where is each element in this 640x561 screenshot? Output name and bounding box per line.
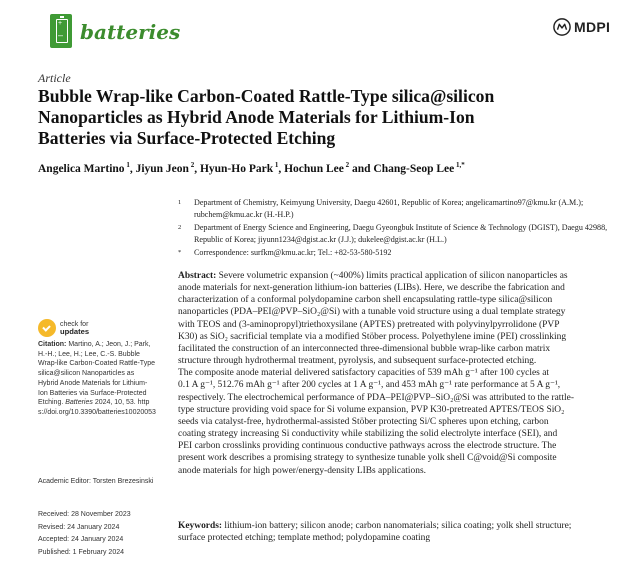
abstract-line: with TEOS and (3-aminopropyl)triethoxysilane (APTES) pretreated with polyvinylpyrrolidone (PVP bbox=[178, 319, 560, 330]
check-updates-bottom: updates bbox=[60, 327, 90, 336]
author-name[interactable]: Jiyun Jeon bbox=[135, 162, 189, 175]
author-name[interactable]: Hochun Lee bbox=[284, 162, 344, 175]
abstract-line: type structure providing void space for Si volume expansion, PVP K30-pretreated APTES/TEOS SiO₂ bbox=[178, 404, 565, 415]
citation-body: Martino, A.; Jeon, J.; Park, H.-H.; Lee, H.; Lee, C.-S. Bubble Wrap-like Carbon-Coated Rattle-Type silica@silicon Nanoparticles as Hybrid Anode Materials for Lithium-Ion Batteries via Surface-Protected Etching. bbox=[38, 341, 155, 407]
keywords-label: Keywords: bbox=[178, 521, 223, 531]
affiliation-number: 2 bbox=[178, 224, 182, 231]
affiliation-number: * bbox=[178, 249, 182, 256]
correspondence bbox=[178, 247, 608, 259]
correspondence-text: Correspondence: surfkm@kmu.ac.kr; Tel.: +82-53-580-5192 bbox=[194, 248, 392, 257]
citation-year-vol: 2024, 10, 53. bbox=[94, 399, 136, 407]
title-line: Bubble Wrap-like Carbon-Coated Rattle-Type silica@silicon bbox=[38, 86, 495, 106]
author-affil-ref: 1 bbox=[126, 161, 130, 169]
publication-dates bbox=[38, 509, 156, 559]
journal-logo bbox=[50, 14, 72, 48]
keywords-line: Keywords: lithium-ion battery; silicon anode; carbon nanomaterials; silica coating; yolk shell structure; bbox=[178, 521, 572, 531]
abstract-line: seeds via catalyst-free, hydrothermal-assisted Stöber protecting Si/C spheres upon etching, carbon bbox=[178, 416, 549, 427]
abstract bbox=[178, 270, 608, 477]
date-received: Received: 28 November 2023 bbox=[38, 511, 131, 518]
abstract-line: nanoparticles (PDA–PEI@PVP–SiO₂@Si) with a tunable void structure using a dual template strategy bbox=[178, 307, 566, 318]
affiliation-number: 1 bbox=[178, 199, 182, 206]
author-affil-ref: 2 bbox=[190, 161, 195, 169]
abstract-line: anode materials for high power/energy-density LIBs applications. bbox=[178, 465, 427, 476]
journal-name[interactable]: batteries bbox=[80, 20, 181, 44]
plus-icon: + bbox=[58, 20, 63, 27]
author-affil-ref: 1 bbox=[274, 161, 279, 169]
check-updates-top: check for bbox=[60, 320, 89, 328]
minus-icon: – bbox=[58, 30, 64, 40]
abstract-line: K30) as SiO₂ sacrificial template via a modified Stöber process. Polyethylene imine (PEI) crosslinking bbox=[178, 331, 567, 342]
date-revised: Revised: 24 January 2024 bbox=[38, 523, 120, 531]
title-line: Nanoparticles as Hybrid Anode Materials for Lithium-Ion bbox=[38, 107, 475, 127]
mdpi-icon bbox=[553, 18, 571, 36]
citation bbox=[38, 340, 156, 418]
author-name[interactable]: Angelica Martino bbox=[38, 162, 125, 175]
abstract-line: Abstract: Severe volumetric expansion (~400%) limits practical application of silicon nanoparticles as bbox=[178, 271, 568, 281]
abstract-line: facilitated the construction of an interconnected three-dimensional bubble wrap-like carbon matrix bbox=[178, 343, 551, 354]
abstract-line: anode materials for next-generation lithium-ion batteries (LIBs). Here, we describe the fabrication and bbox=[178, 283, 565, 294]
title-line: Batteries via Surface-Protected Etching bbox=[38, 128, 336, 148]
abstract-line: structure through hydrothermal treatment, pyrolysis, and subsequent surface-protected etching. bbox=[178, 356, 537, 367]
keywords-line: surface protected etching; template method; polydopamine coating bbox=[178, 533, 431, 544]
affiliation bbox=[178, 197, 608, 220]
author-affil-ref: 1,* bbox=[455, 161, 465, 169]
academic-editor: Academic Editor: Torsten Brezesinski bbox=[38, 478, 154, 485]
author-affil-ref: 2 bbox=[345, 161, 350, 169]
abstract-line: present work describes a promising strategy to synthesize tunable yolk shell C@void@Si composite bbox=[178, 453, 557, 464]
check-updates-icon bbox=[38, 319, 56, 337]
date-accepted: Accepted: 24 January 2024 bbox=[38, 536, 124, 543]
article-title bbox=[38, 86, 598, 149]
abstract-line: respectively. The electrochemical performance of PDA–PEI@PVP–SiO₂@Si was attributed to the rattle- bbox=[178, 392, 574, 403]
keywords bbox=[178, 520, 608, 544]
date-published: Published: 1 February 2024 bbox=[38, 548, 124, 556]
author-list: Angelica Martino $^1$, Jiyun Jeon $^2$, Hyun-Ho Park $^1$, Hochun Lee $^2$ and Chang-Seop Lee $^{1,*}$ bbox=[38, 161, 465, 175]
publisher-name: MDPI bbox=[574, 19, 611, 35]
check-for-updates-button[interactable] bbox=[38, 319, 89, 337]
abstract-line: 0.1 A g⁻¹, 512.76 mAh g⁻¹ after 200 cycles at 1 A g⁻¹, and 453 mAh g⁻¹ rate performance at 5 A g⁻¹, bbox=[178, 380, 561, 391]
abstract-line: characterization of a conformal polydopamine carbon shell encapsulating rattle-type silica@silicon bbox=[178, 295, 553, 306]
affiliation-text: Department of Energy Science and Engineering, Daegu Gyeongbuk Institute of Science & Technology (DGIST), Daegu 42988, Republic of Korea; jiyunn1234@dgist.ac.kr (J.J.); dukelee@dgist.ac.kr (H.L.) bbox=[194, 223, 608, 244]
affiliation bbox=[178, 222, 608, 245]
affiliation-text: Department of Chemistry, Keimyung University, Daegu 42601, Republic of Korea; angelicamartino97@kmu.kr (A.M.); rubchem@kmu.ac.kr (H.-H.P.) bbox=[194, 198, 584, 219]
article-type: Article bbox=[38, 71, 71, 85]
abstract-line: PEI carbon crosslinks providing continuous conductive pathways across the electrode structure. The bbox=[178, 441, 557, 452]
author-name[interactable]: Hyun-Ho Park bbox=[199, 162, 274, 175]
citation-doi-link[interactable]: https://doi.org/10.3390/batteries10020053 bbox=[38, 399, 156, 416]
abstract-label: Abstract: bbox=[178, 271, 217, 281]
abstract-line: coating strategy increasing Si conductivity while stabilizing the solid electrolyte interface (SEI), and bbox=[178, 429, 558, 440]
author-name[interactable]: Chang-Seop Lee bbox=[373, 162, 455, 175]
publisher-logo[interactable] bbox=[553, 18, 610, 36]
citation-journal: Batteries bbox=[65, 399, 93, 407]
abstract-line: The composite anode material delivered satisfactory capacities of 539 mAh g⁻¹ after 100 cycles at bbox=[178, 368, 550, 379]
citation-label: Citation: bbox=[38, 341, 67, 348]
